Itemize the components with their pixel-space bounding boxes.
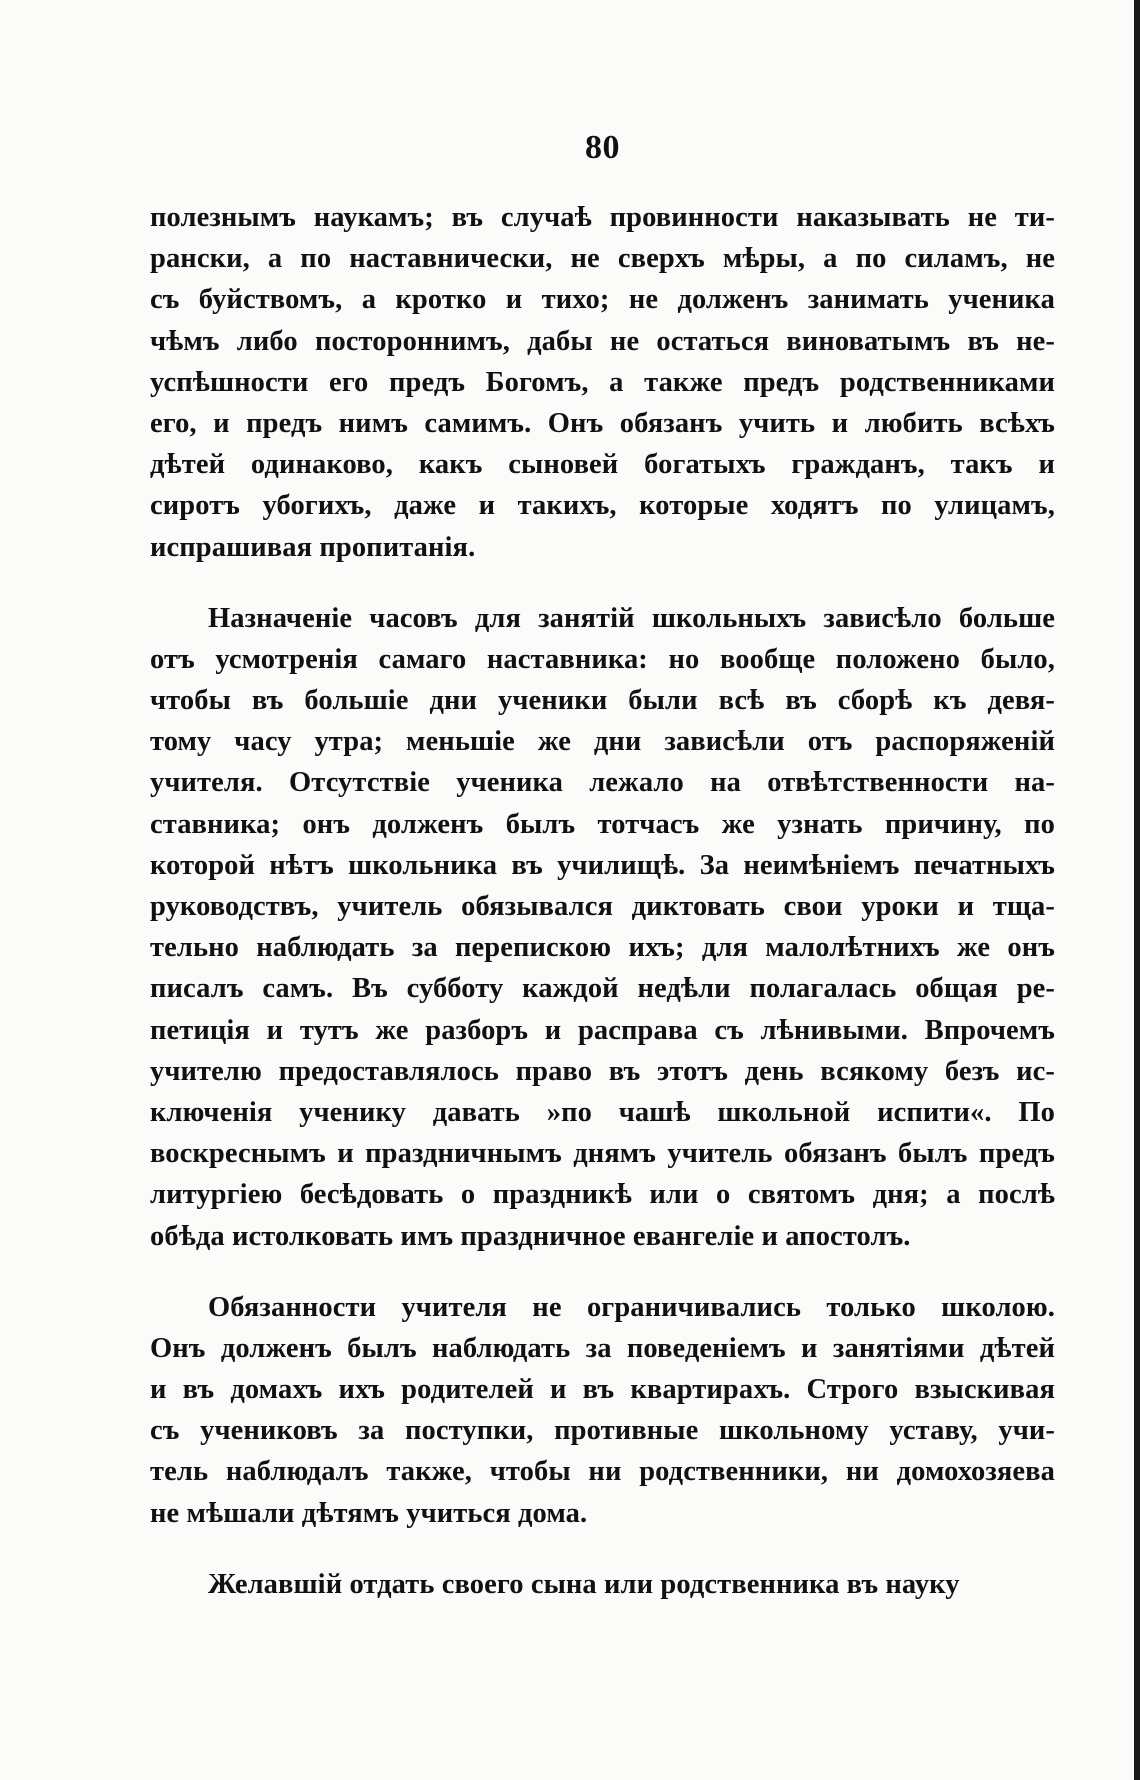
text-line: испрашивая пропитанія. xyxy=(150,531,476,563)
paragraph xyxy=(150,1564,1055,1605)
text-line: Обязанности учителя не ограничивались только школою. xyxy=(208,1291,1055,1323)
paragraph xyxy=(150,598,1055,1257)
text-line: которой нѣтъ школьника въ училищѣ. За неимѣніемъ печатныхъ xyxy=(150,849,1055,881)
text-line: съ буйствомъ, а кротко и тихо; не долженъ занимать ученика xyxy=(150,284,1055,316)
text-line: не мѣшали дѣтямъ учиться дома. xyxy=(150,1497,588,1529)
text-line: отъ усмотренія самаго наставника: но вообще положено было, xyxy=(150,643,1055,675)
text-line: полезнымъ наукамъ; въ случаѣ провинности наказывать не ти- xyxy=(150,202,1055,233)
text-line: чѣмъ либо постороннимъ, дабы не остаться виноватымъ въ не- xyxy=(150,325,1055,357)
text-line: учителя. Отсутствіе ученика лежало на отвѣтственности на- xyxy=(150,767,1055,799)
text-line: ставника; онъ долженъ былъ тотчасъ же узнать причину, по xyxy=(150,808,1055,840)
text-line: воскреснымъ и праздничнымъ днямъ учитель обязанъ былъ предъ xyxy=(150,1138,1055,1170)
text-line: Назначеніе часовъ для занятій школьныхъ зависѣло больше xyxy=(208,602,1055,634)
page-number: 80 xyxy=(585,129,620,166)
paragraph xyxy=(150,1287,1055,1534)
text-line: Онъ долженъ былъ наблюдать за поведеніемъ и занятіями дѣтей xyxy=(150,1332,1055,1364)
text-line: съ учениковъ за поступки, противные школьному уставу, учи- xyxy=(150,1415,1055,1447)
text-line: дѣтей одинаково, какъ сыновей богатыхъ гражданъ, такъ и xyxy=(150,449,1055,481)
text-line: рански, а по наставнически, не сверхъ мѣры, а по силамъ, не xyxy=(150,243,1055,275)
scan-edge-shadow xyxy=(1134,0,1140,1780)
body-text xyxy=(150,197,1055,1605)
text-line: тому часу утра; меньшіе же дни зависѣли отъ распоряженій xyxy=(150,726,1055,758)
text-line: чтобы въ большіе дни ученики были всѣ въ сборѣ къ девя- xyxy=(150,685,1055,717)
text-line: и въ домахъ ихъ родителей и въ квартирахъ. Строго взыскивая xyxy=(150,1374,1055,1406)
text-line: писалъ самъ. Въ субботу каждой недѣли полагалась общая ре- xyxy=(150,973,1055,1005)
paragraph xyxy=(150,197,1055,568)
text-line: ключенія ученику давать »по чашѣ школьной испити«. По xyxy=(150,1096,1055,1128)
text-line: успѣшности его предъ Богомъ, а также предъ родственниками xyxy=(150,366,1055,398)
text-line: его, и предъ нимъ самимъ. Онъ обязанъ учить и любить всѣхъ xyxy=(150,407,1055,439)
text-line: тельно наблюдать за перепискою ихъ; для малолѣтнихъ же онъ xyxy=(150,932,1055,964)
text-line: учителю предоставлялось право въ этотъ день всякому безъ ис- xyxy=(150,1055,1055,1087)
text-line: тель наблюдалъ также, чтобы ни родственники, ни домохозяева xyxy=(150,1456,1055,1488)
text-line: руководствъ, учитель обязывался диктовать свои уроки и тща- xyxy=(150,891,1055,922)
text-line: сиротъ убогихъ, даже и такихъ, которые ходятъ по улицамъ, xyxy=(150,490,1055,522)
text-line: обѣда истолковать имъ праздничное евангеліе и апостолъ. xyxy=(150,1220,911,1252)
text-line: петиція и тутъ же разборъ и расправа съ лѣнивыми. Впрочемъ xyxy=(150,1014,1055,1046)
text-line: Желавшій отдать своего сына или родственника въ науку xyxy=(208,1568,960,1600)
text-line: литургіею бесѣдовать о праздникѣ или о святомъ дня; а послѣ xyxy=(150,1179,1055,1211)
